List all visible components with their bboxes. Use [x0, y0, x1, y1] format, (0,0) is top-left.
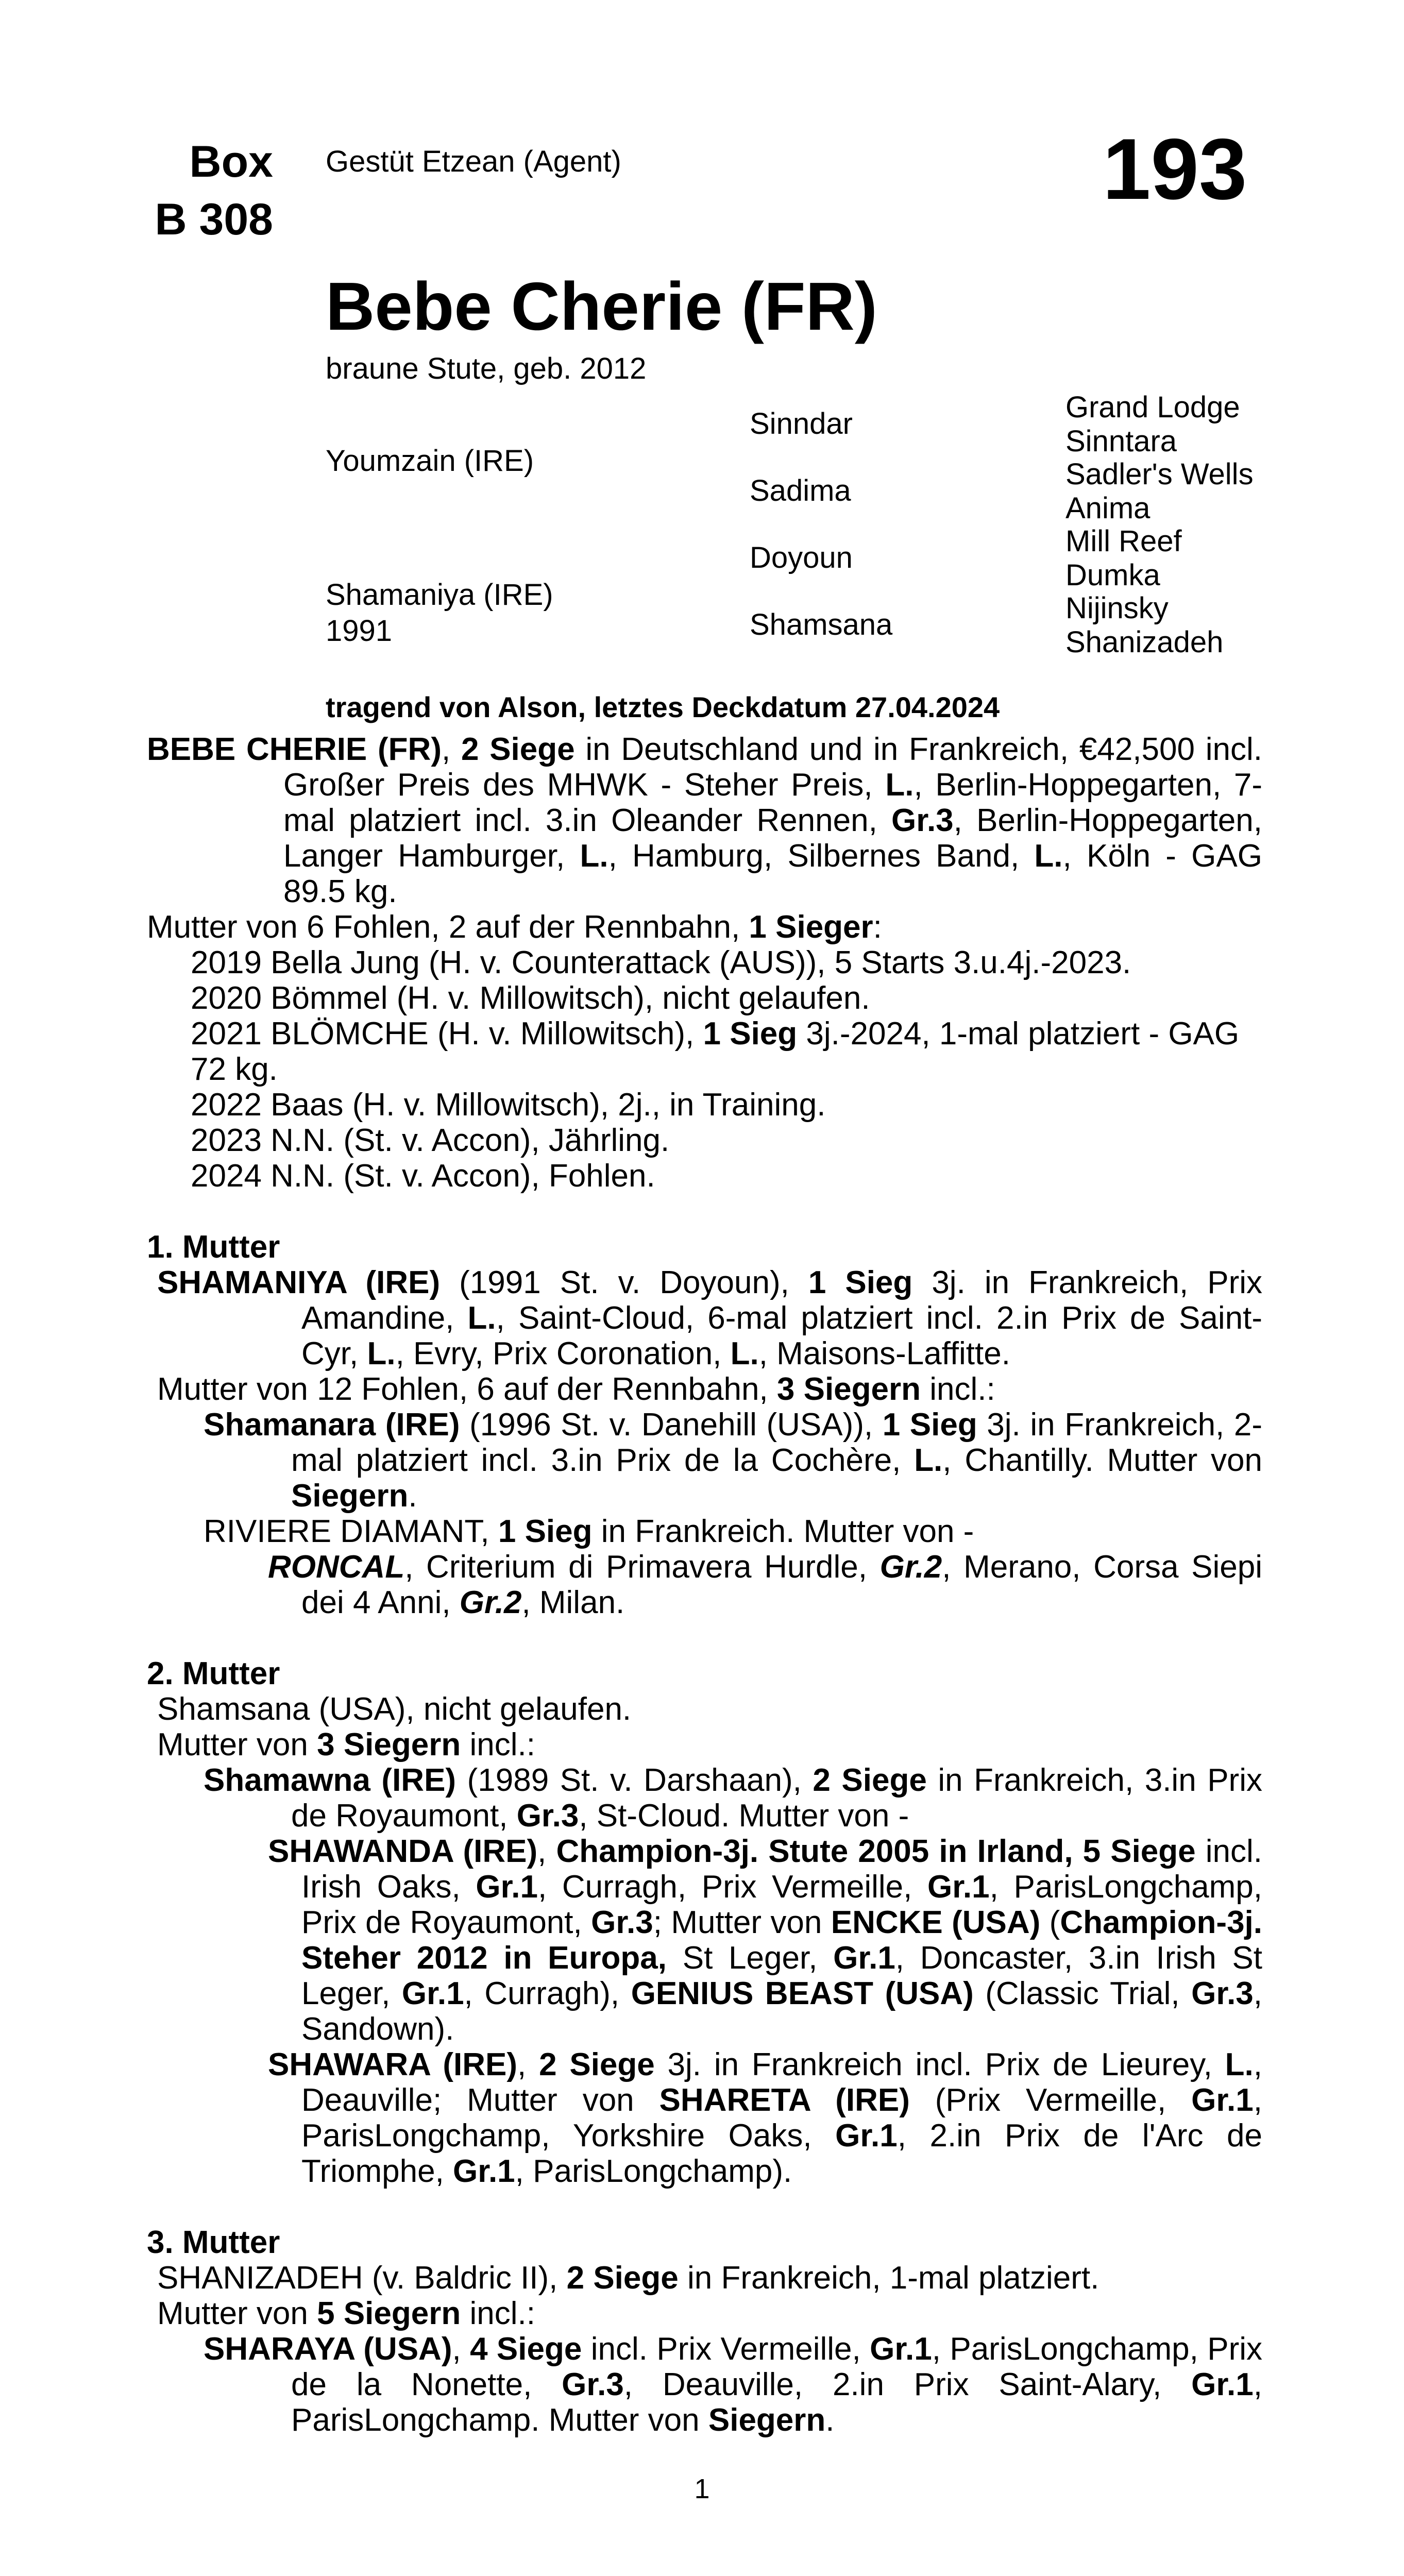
wins: 1 Sieg — [808, 1265, 913, 1300]
text: , Merano, Corsa Siepi dei 4 Anni, — [301, 1549, 1262, 1620]
grand-offspring — [147, 1549, 1262, 1620]
grade: Gr.1 — [1191, 2367, 1254, 2402]
text: ; Mutter von — [653, 1905, 831, 1940]
produce-win: 1 Sieg — [703, 1016, 798, 1052]
text — [1073, 1834, 1083, 1869]
pedigree-g3-1: Grand Lodge — [1065, 391, 1240, 424]
text: (Prix Vermeille, — [909, 2082, 1192, 2118]
pedigree-dam: Shamaniya (IRE) — [326, 578, 553, 612]
text: Mutter von — [157, 1727, 317, 1762]
pedigree-g3-5: Mill Reef — [1065, 524, 1182, 558]
text: 3j. in Frankreich incl. Prix de Lieurey, — [654, 2047, 1225, 2082]
pedigree-sire-dam: Sadima — [750, 474, 851, 507]
championship: Champion-3j. Stute 2005 in Irland, — [556, 1834, 1073, 1869]
pedigree-sire: Youmzain (IRE) — [326, 444, 534, 478]
championship: Champion-3j. Steher 2012 in Europa, — [301, 1905, 1263, 1976]
grade: Gr.3 — [1191, 1976, 1254, 2011]
pedigree-dam-year: 1991 — [326, 614, 393, 648]
pedigree-g3-3: Sadler's Wells — [1065, 457, 1254, 491]
third-dam-offspring — [147, 2331, 1262, 2438]
covering-note: tragend von Alson, letztes Deckdatum 27.04.2024 — [326, 691, 1000, 723]
grade: Gr.1 — [476, 1869, 538, 1905]
text: (1991 St. v. Doyoun), — [440, 1265, 808, 1300]
first-dam-record — [147, 1265, 1262, 1371]
text: (Classic Trial, — [973, 1976, 1192, 2011]
text: , ParisLongchamp). — [515, 2154, 792, 2189]
second-dam-produce — [147, 1727, 1262, 1762]
produce-summary — [147, 909, 1262, 945]
text: SHANIZADEH (v. Baldric II), — [157, 2260, 567, 2296]
text: in Frankreich, 3.in Prix de Royaumont, — [291, 1762, 1262, 1834]
text: , Deauville, 2.in Prix Saint-Alary, — [623, 2367, 1192, 2402]
text: (1989 St. v. Darshaan), — [456, 1762, 813, 1798]
text: , 2.in Prix de l'Arc de Triomphe, — [301, 2118, 1262, 2189]
pedigree-g3-7: Nijinsky — [1065, 591, 1169, 625]
box-label-block — [129, 133, 273, 248]
pedigree-dam-sire: Doyoun — [750, 541, 853, 574]
text: , Hamburg, Silbernes Band, — [608, 838, 1035, 874]
first-dam-offspring — [147, 1514, 1262, 1549]
offspring-name: SHARETA (IRE) — [659, 2082, 910, 2118]
text: 3j. in Frankreich, Prix Amandine, — [301, 1265, 1263, 1336]
grade: Gr.1 — [1191, 2082, 1254, 2118]
first-dam-name: SHAMANIYA (IRE) — [157, 1265, 441, 1300]
text: . — [825, 2402, 835, 2438]
grade: Gr.2 — [459, 1585, 522, 1620]
grade: L. — [730, 1336, 759, 1371]
offspring-name: SHAWARA (IRE) — [268, 2047, 518, 2082]
text: , Köln - GAG 89.5 kg. — [283, 838, 1262, 909]
text: St Leger, — [667, 1940, 834, 1976]
text: incl.: — [461, 2296, 535, 2331]
grade: Gr.1 — [870, 2331, 932, 2367]
grade: L. — [467, 1300, 496, 1336]
text: , Maisons-Laffitte. — [758, 1336, 1010, 1371]
text: ( — [1040, 1905, 1060, 1940]
text: incl.: — [921, 1371, 995, 1407]
produce-item: 2019 Bella Jung (H. v. Counterattack (AUS)), 5 Starts 3.u.4j.-2023. — [191, 945, 1131, 980]
grade: L. — [1034, 838, 1063, 874]
grade: Gr.3 — [591, 1905, 653, 1940]
pedigree-g3-2: Sinntara — [1065, 425, 1177, 458]
offspring-name: Shamanara (IRE) — [204, 1407, 460, 1443]
pedigree-sire-sire: Sinndar — [750, 407, 853, 440]
text: , ParisLongchamp. Mutter von — [291, 2367, 1262, 2438]
offspring-name: RONCAL — [268, 1549, 405, 1585]
text: , ParisLongchamp, Prix de la Nonette, — [291, 2331, 1262, 2402]
grade: L. — [580, 838, 608, 874]
wins: 1 Sieg — [882, 1407, 977, 1443]
text: , — [517, 2047, 539, 2082]
text: , — [537, 1834, 556, 1869]
text: , Curragh), — [464, 1976, 631, 2011]
wins: 1 Sieg — [498, 1514, 593, 1549]
grade: L. — [1225, 2047, 1254, 2082]
text: , Saint-Cloud, 6-mal platziert incl. 2.in Prix de Saint-Cyr, — [301, 1300, 1262, 1371]
grade: Gr.1 — [453, 2154, 515, 2189]
mare-wins: 2 Siege — [461, 732, 575, 767]
text: incl.: — [461, 1727, 535, 1762]
offspring-name: Shamawna (IRE) — [204, 1762, 456, 1798]
grade: Gr.3 — [562, 2367, 624, 2402]
box-label: Box — [189, 137, 273, 187]
pedigree-dam-dam: Shamsana — [750, 608, 893, 641]
page-number: 1 — [694, 2473, 710, 2504]
text: , Milan. — [521, 1585, 625, 1620]
offspring-name: SHARAYA (USA) — [204, 2331, 452, 2367]
pedigree-g3-8: Shanizadeh — [1065, 625, 1224, 659]
text: Mutter von 12 Fohlen, 6 auf der Rennbahn, — [157, 1371, 777, 1407]
wins: 2 Siege — [539, 2047, 655, 2082]
text: Mutter von — [157, 2296, 317, 2331]
produce-item: 2020 Bömmel (H. v. Millowitsch), nicht gelaufen. — [191, 980, 870, 1016]
pedigree-g3-6: Dumka — [1065, 558, 1160, 592]
text: , Curragh, Prix Vermeille, — [537, 1869, 927, 1905]
mare-record: BEBE CHERIE (FR), 2 Siege in Deutschland und in Frankreich, €42,500 incl. Großer Preis des MHWK - Steher Preis, L., Berlin-Hoppegarten, 7-mal platziert incl. 3.in Oleander Rennen, Gr.3, Berlin-Hoppegarten, Langer Hamburger, L., Hamburg, Silbernes Band, L., Köln - GAG 89.5 kg. — [147, 732, 1263, 909]
wins: 2 Siege — [813, 1762, 927, 1798]
first-dam-produce — [147, 1371, 1262, 1407]
consignor: Gestüt Etzean (Agent) — [326, 145, 621, 178]
text: , Evry, Prix Coronation, — [395, 1336, 731, 1371]
box-number: B 308 — [155, 195, 273, 244]
third-dam-produce — [147, 2296, 1262, 2331]
text: : — [873, 909, 882, 945]
produce-item — [191, 1016, 1262, 1087]
text: . — [408, 1478, 417, 1514]
grand-offspring — [147, 2047, 1262, 2189]
text: incl. Prix Vermeille, — [582, 2331, 870, 2367]
offspring-name: GENIUS BEAST (USA) — [631, 1976, 974, 2011]
grade: Gr.2 — [879, 1549, 942, 1585]
text: 3j. in Frankreich, 2-mal platziert incl. 3.in Prix de la Cochère, — [291, 1407, 1262, 1478]
offspring-name: SHAWANDA (IRE) — [268, 1834, 538, 1869]
lot-number: 193 — [1103, 121, 1247, 217]
text: RIVIERE DIAMANT, — [204, 1514, 498, 1549]
text: 2021 BLÖMCHE (H. v. Millowitsch), — [191, 1016, 703, 1052]
produce-item: 2022 Baas (H. v. Millowitsch), 2j., in Training. — [191, 1087, 826, 1123]
text: , Chantilly. Mutter von — [942, 1443, 1262, 1478]
grade: Gr.1 — [401, 1976, 464, 2011]
text: Mutter von 6 Fohlen, 2 auf der Rennbahn, — [147, 909, 749, 945]
offspring-name: ENCKE (USA) — [831, 1905, 1041, 1940]
pedigree-g3-4: Anima — [1065, 492, 1151, 525]
grade: Gr.1 — [833, 1940, 895, 1976]
grade: L. — [885, 767, 914, 803]
wins: 5 Siege — [1082, 1834, 1196, 1869]
produce-list — [147, 945, 1262, 1194]
horse-name: Bebe Cherie (FR) — [326, 268, 877, 344]
text: , Berlin-Hoppegarten, Langer Hamburger, — [283, 803, 1262, 874]
text: , Deauville; Mutter von — [301, 2047, 1263, 2118]
produce-winners: 1 Sieger — [749, 909, 873, 945]
text: , ParisLongchamp, Yorkshire Oaks, — [301, 2082, 1262, 2154]
third-dam-record — [147, 2260, 1262, 2296]
wins: 4 Siege — [470, 2331, 582, 2367]
winners: 3 Siegern — [776, 1371, 921, 1407]
grade: Gr.1 — [835, 2118, 898, 2154]
section-heading-first-dam: 1. Mutter — [147, 1229, 280, 1265]
grand-offspring — [147, 1834, 1262, 2047]
text: 3j.-2024, 1-mal platziert - GAG 72 kg. — [191, 1016, 1240, 1087]
second-dam-offspring — [147, 1762, 1262, 1834]
text: in Deutschland und in Frankreich, €42,500 incl. Großer Preis des MHWK - Steher Preis, — [283, 732, 1262, 803]
text: in Frankreich. Mutter von - — [592, 1514, 974, 1549]
produce-item: 2024 N.N. (St. v. Accon), Fohlen. — [191, 1158, 655, 1194]
text: , Doncaster, 3.in Irish St Leger, — [301, 1940, 1262, 2011]
text: , Criterium di Primavera Hurdle, — [404, 1549, 880, 1585]
section-heading-second-dam: 2. Mutter — [147, 1656, 280, 1691]
text: , Berlin-Hoppegarten, 7-mal platziert incl. 3.in Oleander Rennen, — [283, 767, 1263, 838]
grade: L. — [914, 1443, 943, 1478]
text: incl. Irish Oaks, — [301, 1834, 1263, 1905]
text: , — [452, 2331, 470, 2367]
first-dam-offspring — [147, 1407, 1262, 1514]
section-heading-third-dam: 3. Mutter — [147, 2225, 280, 2260]
text: , ParisLongchamp, Prix de Royaumont, — [301, 1869, 1263, 1940]
grade: Gr.3 — [891, 803, 954, 838]
text: in Frankreich, 1-mal platziert. — [678, 2260, 1099, 2296]
grade: L. — [367, 1336, 396, 1371]
mare-name: BEBE CHERIE (FR) — [147, 732, 442, 767]
winners: 5 Siegern — [317, 2296, 461, 2331]
produce-item: 2023 N.N. (St. v. Accon), Jährling. — [191, 1123, 670, 1158]
catalogue-body — [147, 732, 1262, 2438]
text: (1996 St. v. Danehill (USA)), — [460, 1407, 883, 1443]
second-dam-record: Shamsana (USA), nicht gelaufen. — [157, 1691, 632, 1727]
text: , St-Cloud. Mutter von - — [579, 1798, 909, 1834]
wins: 2 Siege — [566, 2260, 679, 2296]
grade: Gr.3 — [516, 1798, 579, 1834]
winners: 3 Siegern — [317, 1727, 461, 1762]
winners: Siegern — [291, 1478, 409, 1514]
grade: Gr.1 — [927, 1869, 990, 1905]
text: , Sandown). — [301, 1976, 1263, 2047]
winners: Siegern — [708, 2402, 826, 2438]
horse-description: braune Stute, geb. 2012 — [326, 352, 647, 385]
